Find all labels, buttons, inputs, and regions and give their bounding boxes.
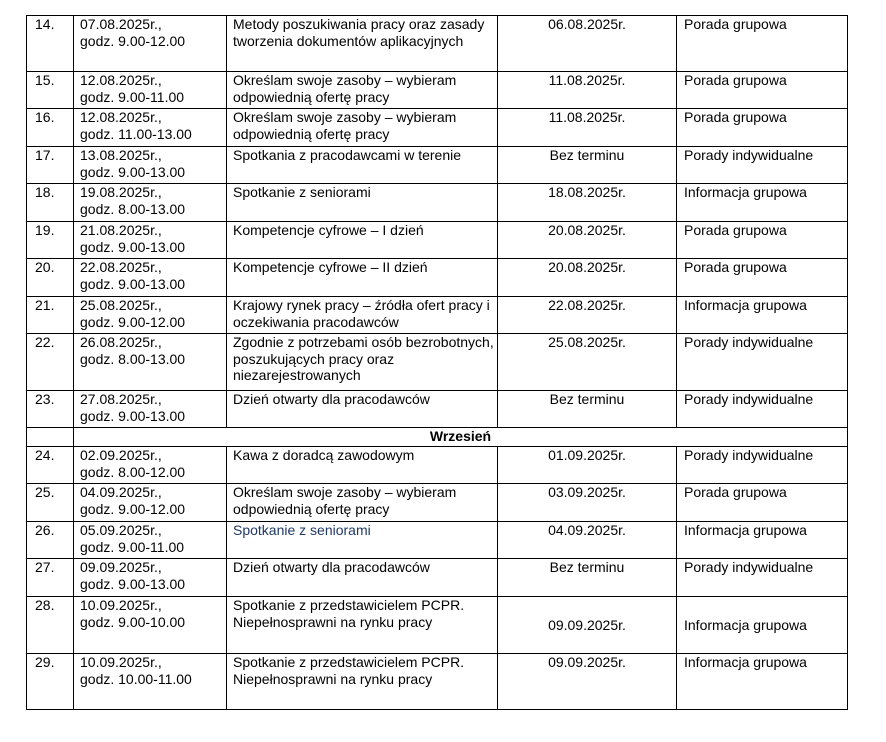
table-row [27,447,848,484]
time-text: godz. 10.00-11.00 [80,670,192,687]
date-cell [74,484,227,522]
time-text: godz. 9.00-11.00 [80,88,185,105]
month-header: Wrzesień [74,428,848,447]
date-cell [74,447,227,484]
table-row [27,654,848,710]
date-cell [74,559,227,597]
row-number: 20. [27,259,74,297]
date-cell [74,72,227,109]
topic-cell: Spotkania z pracodawcami w terenie [227,147,498,184]
date-cell [74,654,227,710]
row-number: 22. [27,334,74,391]
form-cell: Porady indywidualne [677,334,848,391]
table-row [27,259,848,297]
date-text: 07.08.2025r., [80,16,162,32]
row-number: 26. [27,522,74,559]
topic-cell: Kompetencje cyfrowe – II dzień [227,259,498,297]
topic-cell: Określam swoje zasoby – wybieram odpowiednią ofertę pracy [227,72,498,109]
form-cell: Porada grupowa [677,259,848,297]
date-text: 25.08.2025r., [80,297,162,313]
date-cell [74,259,227,297]
time-text: godz. 9.00-13.00 [80,407,186,424]
deadline-cell: 03.09.2025r. [498,484,677,522]
date-text: 21.08.2025r., [80,222,162,238]
date-text: 10.09.2025r., [80,654,162,670]
row-number: 14. [27,16,74,72]
topic-cell: Spotkanie z przedstawicielem PCPR. Niepełnosprawni na rynku pracy [227,597,498,654]
date-cell [74,391,227,428]
date-text: 27.08.2025r., [80,391,162,407]
table-row [27,297,848,334]
date-text: 04.09.2025r., [80,484,162,500]
deadline-cell: 11.08.2025r. [498,72,677,109]
time-text: godz. 9.00-10.00 [80,613,186,630]
date-cell [74,597,227,654]
date-cell [74,109,227,147]
deadline-cell: 18.08.2025r. [498,184,677,222]
deadline-cell: 06.08.2025r. [498,16,677,72]
date-text: 26.08.2025r., [80,334,162,350]
table-row [27,184,848,222]
time-text: godz. 11.00-13.00 [80,125,192,142]
topic-cell: Kawa z doradcą zawodowym [227,447,498,484]
topic-cell: Dzień otwarty dla pracodawców [227,559,498,597]
form-cell: Porada grupowa [677,109,848,147]
deadline-cell: 04.09.2025r. [498,522,677,559]
table-row [27,334,848,391]
row-number: 16. [27,109,74,147]
date-cell [74,184,227,222]
form-cell: Porada grupowa [677,16,848,72]
schedule-table [26,15,848,710]
topic-cell: Zgodnie z potrzebami osób bezrobotnych, poszukujących pracy oraz niezarejestrowanych [227,334,498,391]
table-row [27,522,848,559]
topic-cell: Określam swoje zasoby – wybieram odpowiednią ofertę pracy [227,109,498,147]
date-text: 12.08.2025r., [80,109,162,125]
time-text: godz. 9.00-13.00 [80,575,186,592]
deadline-cell: 01.09.2025r. [498,447,677,484]
deadline-cell: Bez terminu [498,147,677,184]
form-cell: Porady indywidualne [677,391,848,428]
row-number: 24. [27,447,74,484]
deadline-cell: 11.08.2025r. [498,109,677,147]
table-row [27,597,848,654]
date-text: 05.09.2025r., [80,522,162,538]
form-cell: Porady indywidualne [677,559,848,597]
form-cell: Porada grupowa [677,72,848,109]
topic-cell: Spotkanie z przedstawicielem PCPR. Niepełnosprawni na rynku pracy [227,654,498,710]
date-text: 02.09.2025r., [80,447,162,463]
table-row [27,16,848,72]
deadline-cell: Bez terminu [498,559,677,597]
table-row [27,222,848,259]
deadline-cell: Bez terminu [498,391,677,428]
date-text: 13.08.2025r., [80,147,162,163]
time-text: godz. 9.00-12.00 [80,500,186,517]
date-cell [74,522,227,559]
date-text: 10.09.2025r., [80,597,162,613]
table-row [27,72,848,109]
row-number: 18. [27,184,74,222]
form-cell: Informacja grupowa [677,522,848,559]
table-row [27,109,848,147]
row-number: 23. [27,391,74,428]
row-number: 28. [27,597,74,654]
form-cell: Porada grupowa [677,484,848,522]
row-number: 21. [27,297,74,334]
form-cell: Informacja grupowa [677,184,848,222]
topic-cell: Metody poszukiwania pracy oraz zasady tworzenia dokumentów aplikacyjnych [227,16,498,72]
date-cell [74,16,227,72]
table-row [27,484,848,522]
date-text: 22.08.2025r., [80,259,162,275]
deadline-cell: 20.08.2025r. [498,222,677,259]
deadline-cell: 09.09.2025r. [498,654,677,710]
form-cell: Porady indywidualne [677,447,848,484]
form-cell: Porady indywidualne [677,147,848,184]
time-text: godz. 9.00-11.00 [80,538,185,555]
row-number: 19. [27,222,74,259]
row-number: 25. [27,484,74,522]
date-text: 19.08.2025r., [80,184,162,200]
topic-cell: Dzień otwarty dla pracodawców [227,391,498,428]
form-cell: Porada grupowa [677,222,848,259]
table-row [27,559,848,597]
time-text: godz. 9.00-12.00 [80,313,186,330]
topic-cell: Krajowy rynek pracy – źródła ofert pracy i oczekiwania pracodawców [227,297,498,334]
date-text: 12.08.2025r., [80,72,162,88]
deadline-cell: 25.08.2025r. [498,334,677,391]
date-text: 09.09.2025r., [80,559,162,575]
topic-cell: Określam swoje zasoby – wybieram odpowiednią ofertę pracy [227,484,498,522]
month-row [27,428,848,447]
topic-cell: Kompetencje cyfrowe – I dzień [227,222,498,259]
month-row-blank-cell [27,428,74,447]
time-text: godz. 9.00-13.00 [80,238,186,255]
form-cell: Informacja grupowa [677,597,848,654]
time-text: godz. 8.00-13.00 [80,200,186,217]
row-number: 27. [27,559,74,597]
row-number: 15. [27,72,74,109]
time-text: godz. 8.00-12.00 [80,463,186,480]
table-row [27,391,848,428]
form-cell: Informacja grupowa [677,654,848,710]
form-cell: Informacja grupowa [677,297,848,334]
date-cell [74,222,227,259]
schedule-table-body [27,16,848,710]
deadline-cell: 09.09.2025r. [498,597,677,654]
deadline-cell: 22.08.2025r. [498,297,677,334]
time-text: godz. 9.00-13.00 [80,275,186,292]
deadline-cell: 20.08.2025r. [498,259,677,297]
row-number: 29. [27,654,74,710]
topic-cell: Spotkanie z seniorami [227,522,498,559]
table-row [27,147,848,184]
date-cell [74,297,227,334]
time-text: godz. 9.00-12.00 [80,32,186,49]
row-number: 17. [27,147,74,184]
date-cell [74,147,227,184]
time-text: godz. 8.00-13.00 [80,350,186,367]
time-text: godz. 9.00-13.00 [80,163,186,180]
date-cell [74,334,227,391]
topic-cell: Spotkanie z seniorami [227,184,498,222]
